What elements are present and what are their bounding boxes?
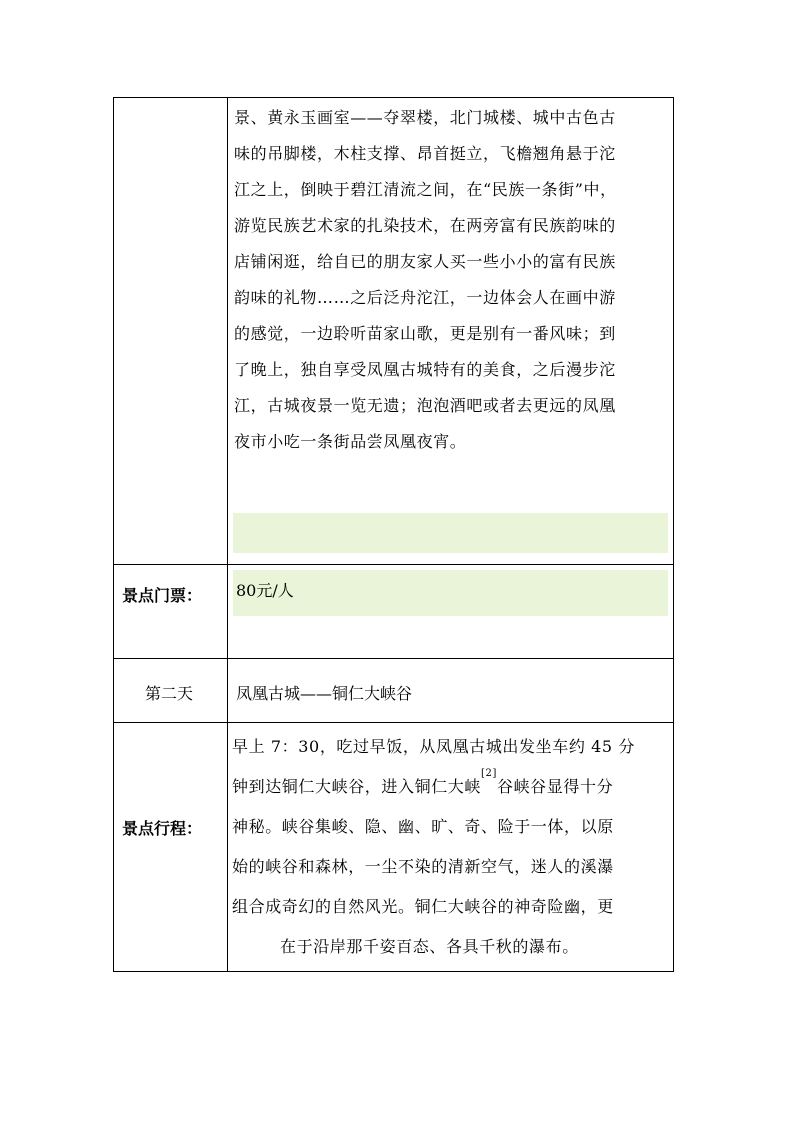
ticket-value: 80元/人 [236, 581, 294, 600]
itinerary-line: 始的峡谷和森林，一尘不染的清新空气，迷人的溪瀑 [232, 857, 614, 876]
footnote-ref[interactable]: [2] [481, 768, 497, 779]
description-line: 江之上，倒映于碧江清流之间，在“民族一条街”中， [234, 180, 617, 199]
day-route: 凤凰古城——铜仁大峡谷 [236, 684, 413, 703]
ticket-highlight [233, 570, 668, 616]
description-line: 的感觉，一边聆听苗家山歌，更是别有一番风味；到 [234, 324, 616, 343]
itinerary-label: 景点行程： [122, 819, 203, 838]
itinerary-text [232, 727, 635, 967]
description-line: 店铺闲逛，给自已的朋友家人买一些小小的富有民族 [234, 252, 616, 271]
row-divider [113, 722, 674, 723]
itinerary-line [232, 767, 635, 807]
description-line: 游览民族艺术家的扎染技术，在两旁富有民族韵味的 [234, 216, 616, 235]
highlight-band [233, 513, 668, 553]
row-divider [113, 564, 674, 565]
itinerary-line-start: 钟到达铜仁大峡谷，进入铜仁大峡 [232, 777, 482, 796]
itinerary-line: 组合成奇幻的自然风光。铜仁大峡谷的神奇险幽，更 [232, 897, 614, 916]
day-label: 第二天 [145, 684, 194, 703]
itinerary-line: 在于沿岸那千姿百态、各具千秋的瀑布。 [280, 937, 579, 956]
itinerary-line-end: 谷峡谷显得十分 [496, 777, 614, 796]
description-line: 景、黄永玉画室——夺翠楼，北门城楼、城中古色古 [234, 108, 616, 127]
ticket-label: 景点门票： [122, 586, 203, 605]
description-line: 味的吊脚楼，木柱支撑、昂首挺立，飞檐翘角悬于沱 [234, 144, 616, 163]
description-line: 韵味的礼物……之后泛舟沱江，一边体会人在画中游 [234, 288, 616, 307]
description-line: 夜市小吃一条街品尝凤凰夜宵。 [234, 432, 467, 451]
itinerary-line: 神秘。峡谷集峻、隐、幽、旷、奇、险于一体，以原 [232, 817, 614, 836]
row-divider [113, 658, 674, 659]
column-divider [227, 97, 228, 972]
description-text [234, 100, 617, 460]
description-line: 了晚上，独自享受凤凰古城特有的美食，之后漫步沱 [234, 360, 616, 379]
description-line: 江，古城夜景一览无遗；泡泡酒吧或者去更远的凤凰 [234, 396, 616, 415]
itinerary-line: 早上 7：30，吃过早饭，从凤凰古城出发坐车约 45 分 [232, 737, 635, 756]
